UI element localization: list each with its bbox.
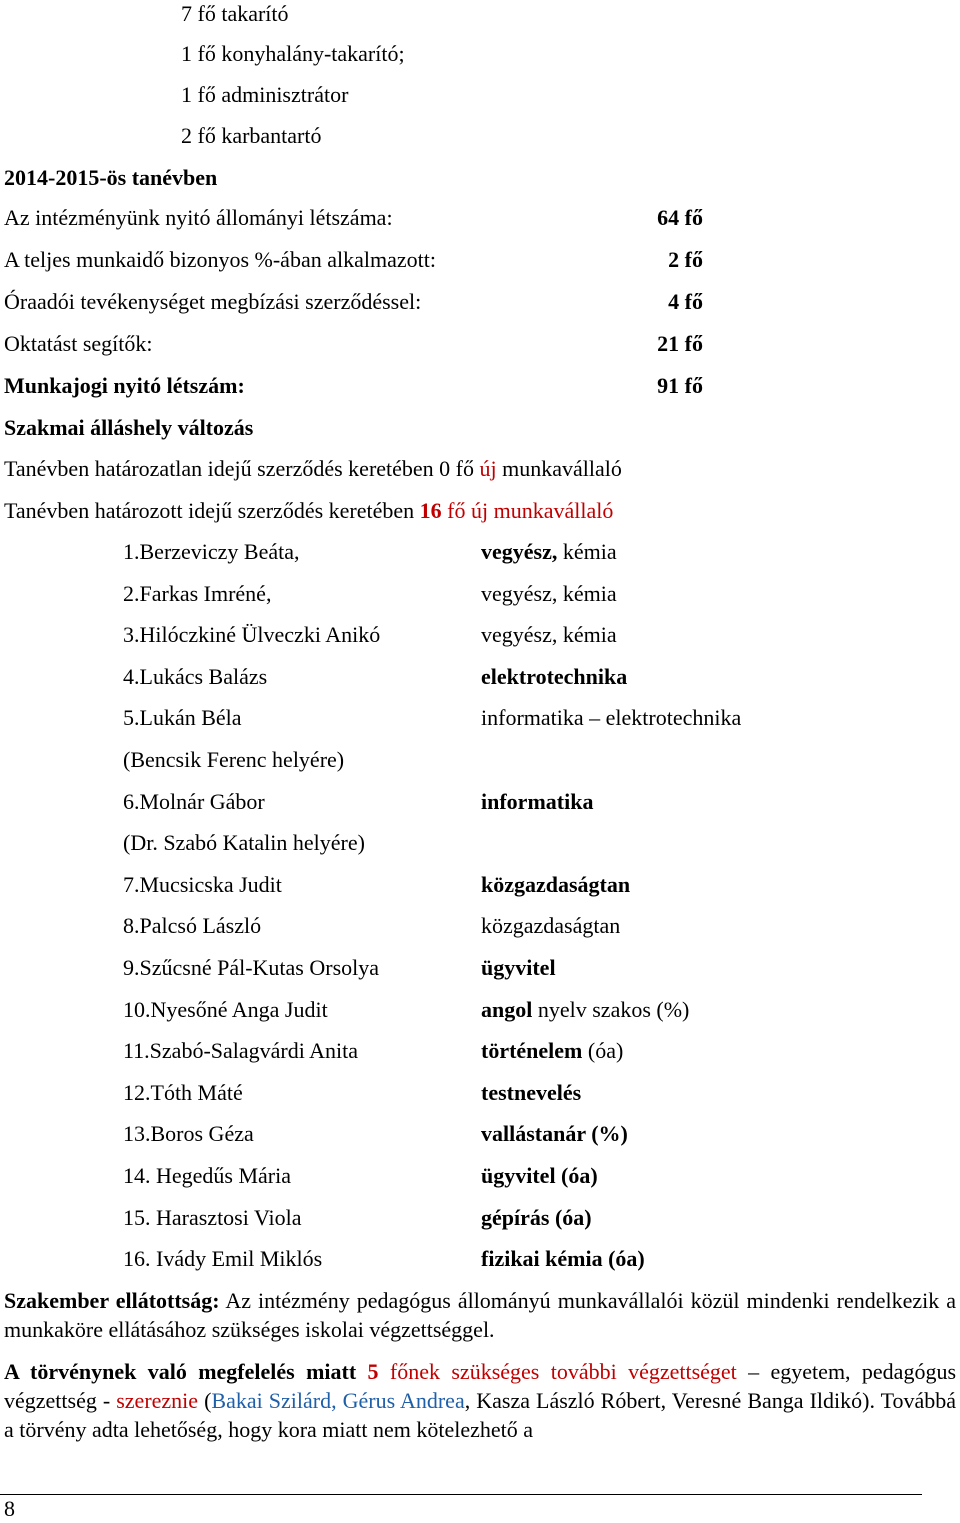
employee-name: (Bencsik Ferenc helyére) xyxy=(123,747,345,772)
employee-subject-rest: (óa) xyxy=(582,1038,624,1063)
indefinite-suffix: munkavállaló xyxy=(496,456,622,481)
employee-subject-bold: vegyész, xyxy=(481,539,558,564)
employee-name: 4.Lukács Balázs xyxy=(123,664,268,689)
stat-label: Az intézményünk nyitó állományi létszáma: xyxy=(4,205,393,230)
law-blue-names: Bakai Szilárd, Gérus Andrea xyxy=(211,1388,465,1413)
employee-name: 2.Farkas Imréné, xyxy=(123,581,272,606)
employee-name: (Dr. Szabó Katalin helyére) xyxy=(123,830,365,855)
law-mid: – egyetem, pedagógus végzettség - xyxy=(4,1359,957,1413)
employee-subject xyxy=(481,704,741,732)
stat-value: 4 fő xyxy=(668,289,703,314)
employee-subject xyxy=(481,1204,592,1232)
employee-subject-bold: ügyvitel xyxy=(481,955,556,980)
law-red-text: főnek szükséges további végzettséget xyxy=(378,1359,737,1384)
employee-subject xyxy=(481,1079,581,1107)
indefinite-prefix: Tanévben határozatlan idejű szerződés keretében 0 fő xyxy=(4,456,480,481)
employee-subject-bold: fizikai kémia (óa) xyxy=(481,1246,645,1271)
employee-subject xyxy=(481,538,617,566)
stat-label: Munkajogi nyitó létszám: xyxy=(4,373,245,398)
employee-name: 16. Ivády Emil Miklós xyxy=(123,1246,323,1271)
employee-subject xyxy=(481,1037,623,1065)
stat-value: 64 fő xyxy=(657,205,703,230)
employee-subject-bold: ügyvitel (óa) xyxy=(481,1163,598,1188)
page-number: 8 xyxy=(4,1496,15,1521)
year-heading: 2014-2015-ös tanévben xyxy=(4,165,218,190)
qualification-text: Az intézmény pedagógus állományú munkavállalói közül mindenki rendelkezik a munkaköre ellátásához szükséges iskolai végzettséggel. xyxy=(4,1288,956,1342)
employee-subject-bold: történelem xyxy=(481,1038,583,1063)
employee-subject xyxy=(481,954,556,982)
stat-value: 21 fő xyxy=(657,331,703,356)
employee-subject-rest: vegyész, kémia xyxy=(481,622,617,647)
stat-value: 91 fő xyxy=(657,373,703,398)
employee-name: 13.Boros Géza xyxy=(123,1121,254,1146)
definite-count: 16 xyxy=(419,498,442,523)
employee-subject xyxy=(481,1245,645,1273)
staff-line: 2 fő karbantartó xyxy=(181,123,322,148)
employee-subject-bold: elektrotechnika xyxy=(481,664,628,689)
employee-name: 10.Nyesőné Anga Judit xyxy=(123,997,328,1022)
employee-subject xyxy=(481,663,627,691)
employee-subject xyxy=(481,996,689,1024)
qualification-lead: Szakember ellátottság: xyxy=(4,1288,220,1313)
employee-subject xyxy=(481,1120,628,1148)
staff-line: 1 fő adminisztrátor xyxy=(181,82,349,107)
law-lead: A törvénynek való megfelelés miatt xyxy=(4,1359,368,1384)
staff-line: 1 fő konyhalány-takarító; xyxy=(181,41,405,66)
employee-subject-rest: vegyész, kémia xyxy=(481,581,617,606)
employee-subject xyxy=(481,1162,598,1190)
stat-value: 2 fő xyxy=(668,247,703,272)
stat-label: Óraadói tevékenységet megbízási szerződéssel: xyxy=(4,289,422,314)
change-heading: Szakmai álláshely változás xyxy=(4,415,254,440)
employee-name: 5.Lukán Béla xyxy=(123,705,242,730)
employee-subject xyxy=(481,912,620,940)
employee-name: 11.Szabó-Salagvárdi Anita xyxy=(123,1038,359,1063)
employee-name: 1.Berzeviczy Beáta, xyxy=(123,539,300,564)
employee-subject-rest: informatika – elektrotechnika xyxy=(481,705,742,730)
employee-subject-rest: közgazdaságtan xyxy=(481,913,621,938)
stat-label: A teljes munkaidő bizonyos %-ában alkalmazott: xyxy=(4,247,436,272)
employee-subject xyxy=(481,871,630,899)
employee-name: 3.Hilóczkiné Ülveczki Anikó xyxy=(123,622,381,647)
employee-name: 9.Szűcsné Pál-Kutas Orsolya xyxy=(123,955,380,980)
employee-subject-bold: informatika xyxy=(481,789,594,814)
law-paragraph xyxy=(4,1357,956,1444)
law-red-text-2: szereznie xyxy=(116,1388,199,1413)
employee-subject-bold: angol xyxy=(481,997,533,1022)
employee-subject xyxy=(481,580,617,608)
employee-subject-bold: közgazdaságtan xyxy=(481,872,631,897)
qualification-paragraph xyxy=(4,1286,956,1344)
employee-subject-bold: testnevelés xyxy=(481,1080,582,1105)
employee-subject xyxy=(481,621,617,649)
employee-subject-bold: vallástanár (%) xyxy=(481,1121,628,1146)
indefinite-new: új xyxy=(479,456,497,481)
definite-suffix: fő új munkavállaló xyxy=(441,498,614,523)
employee-name: 12.Tóth Máté xyxy=(123,1080,243,1105)
employee-name: 7.Mucsicska Judit xyxy=(123,872,282,897)
law-open-paren: ( xyxy=(198,1388,212,1413)
definite-prefix: Tanévben határozott idejű szerződés keretében xyxy=(4,498,420,523)
employee-name: 6.Molnár Gábor xyxy=(123,789,265,814)
law-count: 5 xyxy=(367,1359,379,1384)
indefinite-contract-line xyxy=(4,455,622,483)
employee-subject-rest: nyelv szakos (%) xyxy=(532,997,690,1022)
employee-name: 15. Harasztosi Viola xyxy=(123,1205,302,1230)
employee-subject-rest: kémia xyxy=(557,539,617,564)
footer-divider xyxy=(0,1494,922,1495)
law-rest: , Kasza László Róbert, Veresné Banga Ildikó). Továbbá a törvény adta lehetőség, hogy kora miatt nem kötelezhető a xyxy=(4,1388,957,1442)
employee-name: 14. Hegedűs Mária xyxy=(123,1163,292,1188)
stat-label: Oktatást segítők: xyxy=(4,331,153,356)
staff-line: 7 fő takarító xyxy=(181,1,289,26)
employee-subject xyxy=(481,788,593,816)
definite-contract-line xyxy=(4,497,613,525)
employee-name: 8.Palcsó László xyxy=(123,913,262,938)
employee-subject-bold: gépírás (óa) xyxy=(481,1205,592,1230)
